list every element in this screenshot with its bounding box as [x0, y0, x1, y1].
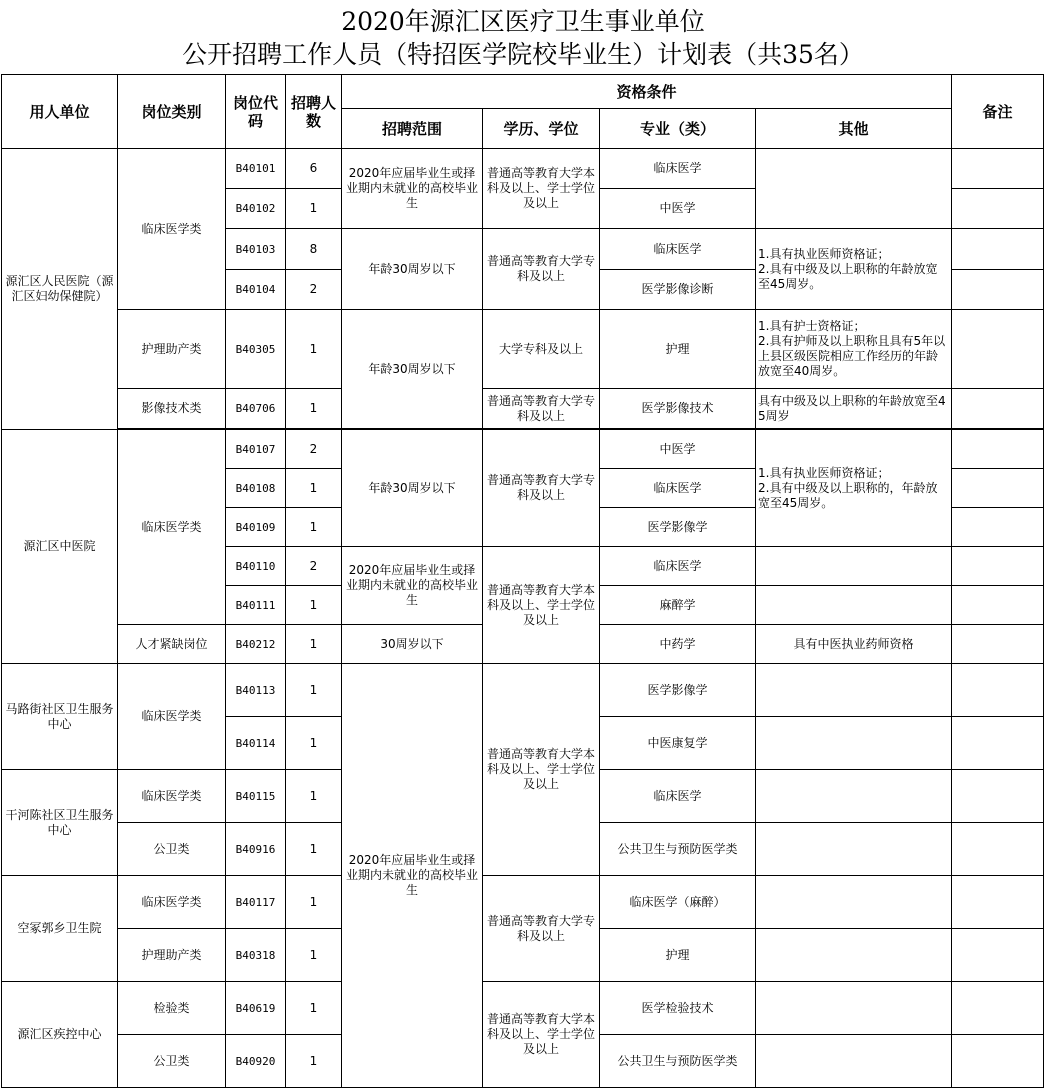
position-code: B40619: [226, 982, 286, 1035]
document-title-line-2: 公开招聘工作人员（特招医学院校毕业生）计划表（共35名）: [182, 40, 864, 69]
scope-cell: 年龄30周岁以下: [342, 229, 483, 310]
major-cell: 中医学: [600, 430, 756, 469]
education-cell: 大学专科及以上: [483, 310, 600, 389]
major-cell: 医学影像技术: [600, 389, 756, 429]
other-cell: [756, 717, 952, 770]
other-cell: [756, 823, 952, 876]
major-cell: 护理: [600, 929, 756, 982]
major-cell: 公共卫生与预防医学类: [600, 1035, 756, 1088]
education-cell: 普通高等教育大学本科及以上、学士学位及以上: [483, 664, 600, 876]
remarks-cell: [952, 430, 1044, 469]
remarks-cell: [952, 389, 1044, 429]
position-code: B40115: [226, 770, 286, 823]
major-cell: 临床医学: [600, 149, 756, 189]
category-cell: 影像技术类: [118, 389, 226, 429]
recruit-count: 2: [286, 430, 342, 469]
recruit-count: 1: [286, 310, 342, 389]
remarks-cell: [952, 586, 1044, 625]
category-cell: 临床医学类: [118, 664, 226, 770]
position-code: B40104: [226, 270, 286, 310]
header-scope: 招聘范围: [342, 109, 483, 149]
major-cell: 中医学: [600, 189, 756, 229]
recruit-count: 1: [286, 189, 342, 229]
remarks-cell: [952, 508, 1044, 547]
remarks-cell: [952, 270, 1044, 310]
scope-cell: 2020年应届毕业生或择业期内未就业的高校毕业生: [342, 547, 483, 625]
recruit-count: 1: [286, 389, 342, 429]
scope-cell: 年龄30周岁以下: [342, 430, 483, 547]
unit-cell: 源汇区中医院: [2, 430, 118, 664]
remarks-cell: [952, 1035, 1044, 1088]
position-code: B40114: [226, 717, 286, 770]
position-code: B40111: [226, 586, 286, 625]
other-cell: [756, 770, 952, 823]
recruit-count: 1: [286, 664, 342, 717]
major-cell: 医学影像学: [600, 664, 756, 717]
other-cell: 1.具有护士资格证； 2.具有护师及以上职称且具有5年以上县区级医院相应工作经历的年龄放宽至40周岁。: [756, 310, 952, 389]
remarks-cell: [952, 929, 1044, 982]
major-cell: 临床医学: [600, 770, 756, 823]
position-code: B40109: [226, 508, 286, 547]
unit-cell: 源汇区人民医院（源汇区妇幼保健院）: [2, 149, 118, 430]
education-cell: 普通高等教育大学专科及以上: [483, 389, 600, 429]
header-education: 学历、学位: [483, 109, 600, 149]
education-cell: 普通高等教育大学本科及以上、学士学位及以上: [483, 982, 600, 1088]
major-cell: 中医康复学: [600, 717, 756, 770]
position-code: B40102: [226, 189, 286, 229]
other-cell: [756, 982, 952, 1035]
position-code: B40101: [226, 149, 286, 189]
header-remarks: 备注: [952, 75, 1044, 149]
major-cell: 临床医学: [600, 469, 756, 508]
position-code: B40916: [226, 823, 286, 876]
recruitment-plan-table: [1, 74, 1044, 1088]
recruit-count: 1: [286, 823, 342, 876]
category-cell: 临床医学类: [118, 770, 226, 823]
remarks-cell: [952, 982, 1044, 1035]
major-cell: 医学影像学: [600, 508, 756, 547]
unit-cell: 空冢郭乡卫生院: [2, 876, 118, 982]
remarks-cell: [952, 547, 1044, 586]
remarks-cell: [952, 717, 1044, 770]
remarks-cell: [952, 229, 1044, 270]
recruit-count: 1: [286, 508, 342, 547]
position-code: B40117: [226, 876, 286, 929]
education-cell: 普通高等教育大学专科及以上: [483, 430, 600, 547]
major-cell: 护理: [600, 310, 756, 389]
recruit-count: 1: [286, 982, 342, 1035]
header-unit: 用人单位: [2, 75, 118, 149]
recruit-count: 1: [286, 929, 342, 982]
header-count: 招聘人数: [286, 75, 342, 149]
education-cell: 普通高等教育大学专科及以上: [483, 876, 600, 982]
scope-cell: 2020年应届毕业生或择业期内未就业的高校毕业生: [342, 664, 483, 1088]
position-code: B40920: [226, 1035, 286, 1088]
recruit-count: 1: [286, 876, 342, 929]
category-cell: 护理助产类: [118, 929, 226, 982]
other-cell: [756, 586, 952, 625]
category-cell: 临床医学类: [118, 430, 226, 625]
position-code: B40103: [226, 229, 286, 270]
unit-cell: 马路街社区卫生服务中心: [2, 664, 118, 770]
position-code: B40706: [226, 389, 286, 429]
education-cell: 普通高等教育大学本科及以上、学士学位及以上: [483, 547, 600, 664]
other-cell: [756, 547, 952, 586]
other-cell: [756, 929, 952, 982]
remarks-cell: [952, 189, 1044, 229]
scope-cell: 2020年应届毕业生或择业期内未就业的高校毕业生: [342, 149, 483, 229]
recruit-count: 1: [286, 586, 342, 625]
recruit-count: 6: [286, 149, 342, 189]
unit-cell: 干河陈社区卫生服务中心: [2, 770, 118, 876]
recruit-count: 1: [286, 770, 342, 823]
recruit-count: 1: [286, 469, 342, 508]
unit-cell: 源汇区疾控中心: [2, 982, 118, 1088]
position-code: B40113: [226, 664, 286, 717]
header-qualifications: 资格条件: [342, 75, 952, 109]
header-other: 其他: [756, 109, 952, 149]
education-cell: 普通高等教育大学本科及以上、学士学位及以上: [483, 149, 600, 229]
other-cell: [756, 876, 952, 929]
remarks-cell: [952, 310, 1044, 389]
recruit-count: 1: [286, 717, 342, 770]
category-cell: 公卫类: [118, 1035, 226, 1088]
education-cell: 普通高等教育大学专科及以上: [483, 229, 600, 310]
other-cell: 具有中级及以上职称的年龄放宽至45周岁: [756, 389, 952, 429]
recruit-count: 1: [286, 625, 342, 664]
header-code: 岗位代码: [226, 75, 286, 149]
remarks-cell: [952, 876, 1044, 929]
document-title-line-1: 2020年源汇区医疗卫生事业单位: [341, 7, 705, 36]
other-cell: [756, 1035, 952, 1088]
other-cell: [756, 149, 952, 229]
remarks-cell: [952, 823, 1044, 876]
major-cell: 临床医学（麻醉）: [600, 876, 756, 929]
category-cell: 检验类: [118, 982, 226, 1035]
major-cell: 临床医学: [600, 229, 756, 270]
header-major: 专业（类）: [600, 109, 756, 149]
scope-cell: 30周岁以下: [342, 625, 483, 664]
position-code: B40107: [226, 430, 286, 469]
recruit-count: 1: [286, 1035, 342, 1088]
category-cell: 人才紧缺岗位: [118, 625, 226, 664]
remarks-cell: [952, 664, 1044, 717]
position-code: B40318: [226, 929, 286, 982]
major-cell: 麻醉学: [600, 586, 756, 625]
category-cell: 护理助产类: [118, 310, 226, 389]
other-cell: 1.具有执业医师资格证； 2.具有中级及以上职称的，年龄放宽至45周岁。: [756, 430, 952, 547]
recruit-count: 8: [286, 229, 342, 270]
remarks-cell: [952, 469, 1044, 508]
other-cell: 具有中医执业药师资格: [756, 625, 952, 664]
header-category: 岗位类别: [118, 75, 226, 149]
recruit-count: 2: [286, 270, 342, 310]
major-cell: 公共卫生与预防医学类: [600, 823, 756, 876]
category-cell: 临床医学类: [118, 876, 226, 929]
recruit-count: 2: [286, 547, 342, 586]
position-code: B40212: [226, 625, 286, 664]
major-cell: 中药学: [600, 625, 756, 664]
position-code: B40305: [226, 310, 286, 389]
scope-cell: 年龄30周岁以下: [342, 310, 483, 429]
remarks-cell: [952, 625, 1044, 664]
major-cell: 医学检验技术: [600, 982, 756, 1035]
remarks-cell: [952, 770, 1044, 823]
major-cell: 临床医学: [600, 547, 756, 586]
position-code: B40108: [226, 469, 286, 508]
major-cell: 医学影像诊断: [600, 270, 756, 310]
remarks-cell: [952, 149, 1044, 189]
other-cell: 1.具有执业医师资格证； 2.具有中级及以上职称的年龄放宽至45周岁。: [756, 229, 952, 310]
position-code: B40110: [226, 547, 286, 586]
category-cell: 公卫类: [118, 823, 226, 876]
other-cell: [756, 664, 952, 717]
category-cell: 临床医学类: [118, 149, 226, 310]
